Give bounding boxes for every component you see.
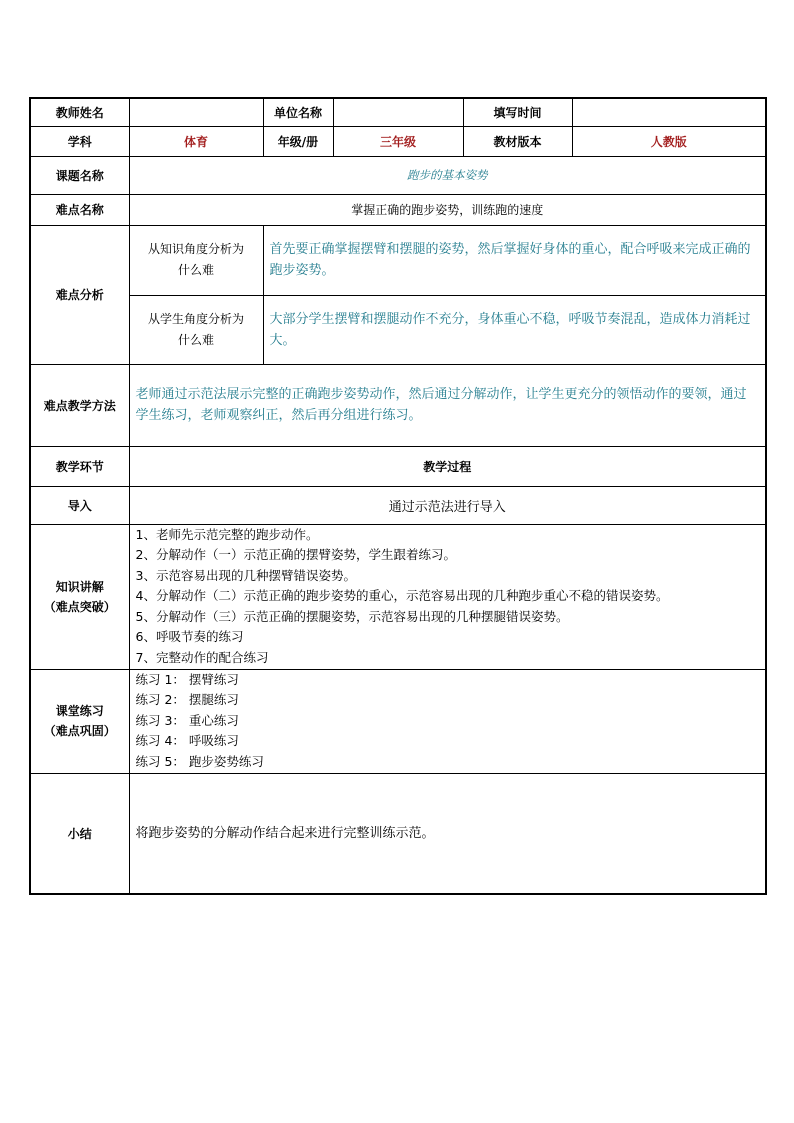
intro-text: 通过示范法进行导入 bbox=[129, 486, 766, 524]
knowledge-label-line2: （难点突破） bbox=[43, 599, 116, 614]
lesson-title-label: 课题名称 bbox=[30, 156, 129, 194]
lesson-title-row bbox=[30, 156, 766, 194]
fill-date-label: 填写时间 bbox=[463, 98, 572, 126]
list-item: 练习 5： 跑步姿势练习 bbox=[135, 753, 264, 769]
student-angle-label bbox=[129, 295, 263, 364]
edition-label: 教材版本 bbox=[463, 126, 572, 156]
knowledge-label-line1: 知识讲解 bbox=[55, 579, 104, 594]
lesson-plan-form bbox=[29, 97, 765, 895]
practice-label bbox=[30, 669, 129, 773]
knowledge-list bbox=[129, 524, 766, 669]
edition-value: 人教版 bbox=[572, 126, 766, 156]
grade-label: 年级/册 bbox=[263, 126, 333, 156]
subject-label: 学科 bbox=[30, 126, 129, 156]
practice-list bbox=[129, 669, 766, 773]
student-angle-label-line2: 什么难 bbox=[177, 332, 214, 347]
list-item: 5、分解动作（三）示范正确的摆腿姿势，示范容易出现的几种摆腿错误姿势。 bbox=[135, 608, 569, 624]
process-header-row bbox=[30, 446, 766, 486]
difficulty-analysis-label: 难点分析 bbox=[30, 225, 129, 364]
difficulty-name-label: 难点名称 bbox=[30, 194, 129, 225]
info-row bbox=[30, 126, 766, 156]
difficulty-knowledge-row bbox=[30, 225, 766, 295]
intro-row bbox=[30, 486, 766, 524]
header-row bbox=[30, 98, 766, 126]
knowledge-angle-label-line2: 什么难 bbox=[177, 263, 214, 277]
teaching-method-text: 老师通过示范法展示完整的正确跑步姿势动作，然后通过分解动作，让学生更充分的领悟动作的要领，通过学生练习，老师观察纠正，然后再分组进行练习。 bbox=[129, 364, 766, 446]
summary-text: 将跑步姿势的分解动作结合起来进行完整训练示范。 bbox=[129, 773, 766, 894]
list-item: 练习 3： 重心练习 bbox=[135, 712, 239, 728]
student-angle-label-line1: 从学生角度分析为 bbox=[147, 311, 244, 326]
teacher-name-label: 教师姓名 bbox=[30, 98, 129, 126]
list-item: 3、示范容易出现的几种摆臂错误姿势。 bbox=[135, 567, 356, 583]
summary-label: 小结 bbox=[30, 773, 129, 894]
teaching-method-label: 难点教学方法 bbox=[30, 364, 129, 446]
lesson-title-value: 跑步的基本姿势 bbox=[129, 156, 766, 194]
list-item: 2、分解动作（一）示范正确的摆臂姿势，学生跟着练习。 bbox=[135, 547, 456, 562]
subject-value: 体育 bbox=[129, 126, 263, 156]
knowledge-angle-label bbox=[129, 225, 263, 295]
teacher-name-field[interactable] bbox=[129, 98, 263, 126]
list-item: 6、呼吸节奏的练习 bbox=[135, 629, 244, 644]
list-item: 4、分解动作（二）示范正确的跑步姿势的重心，示范容易出现的几种跑步重心不稳的错误姿势。 bbox=[135, 588, 669, 603]
grade-value: 三年级 bbox=[333, 126, 463, 156]
difficulty-student-row bbox=[30, 295, 766, 364]
practice-label-line1: 课堂练习 bbox=[55, 704, 104, 718]
list-item: 1、老师先示范完整的跑步动作。 bbox=[135, 526, 319, 542]
teaching-stage-label: 教学环节 bbox=[30, 446, 129, 486]
knowledge-angle-text: 首先要正确掌握摆臂和摆腿的姿势，然后掌握好身体的重心，配合呼吸来完成正确的跑步姿势。 bbox=[263, 225, 766, 295]
lesson-plan-table bbox=[29, 97, 767, 895]
practice-row bbox=[30, 669, 766, 773]
teaching-method-row bbox=[30, 364, 766, 446]
knowledge-row bbox=[30, 524, 766, 669]
list-item: 练习 1： 摆臂练习 bbox=[135, 671, 239, 687]
knowledge-label bbox=[30, 524, 129, 669]
list-item: 练习 2： 摆腿练习 bbox=[135, 692, 239, 707]
unit-name-label: 单位名称 bbox=[263, 98, 333, 126]
student-angle-text: 大部分学生摆臂和摆腿动作不充分，身体重心不稳，呼吸节奏混乱，造成体力消耗过大。 bbox=[263, 295, 766, 364]
difficulty-name-value: 掌握正确的跑步姿势，训练跑的速度 bbox=[129, 194, 766, 225]
knowledge-angle-label-line1: 从知识角度分析为 bbox=[147, 242, 244, 256]
teaching-process-label: 教学过程 bbox=[129, 446, 766, 486]
difficulty-name-row bbox=[30, 194, 766, 225]
list-item: 7、完整动作的配合练习 bbox=[135, 649, 269, 665]
summary-row bbox=[30, 773, 766, 894]
intro-label: 导入 bbox=[30, 486, 129, 524]
list-item: 练习 4： 呼吸练习 bbox=[135, 733, 239, 748]
fill-date-field[interactable] bbox=[572, 98, 766, 126]
unit-name-field[interactable] bbox=[333, 98, 463, 126]
practice-label-line2: （难点巩固） bbox=[43, 724, 116, 738]
